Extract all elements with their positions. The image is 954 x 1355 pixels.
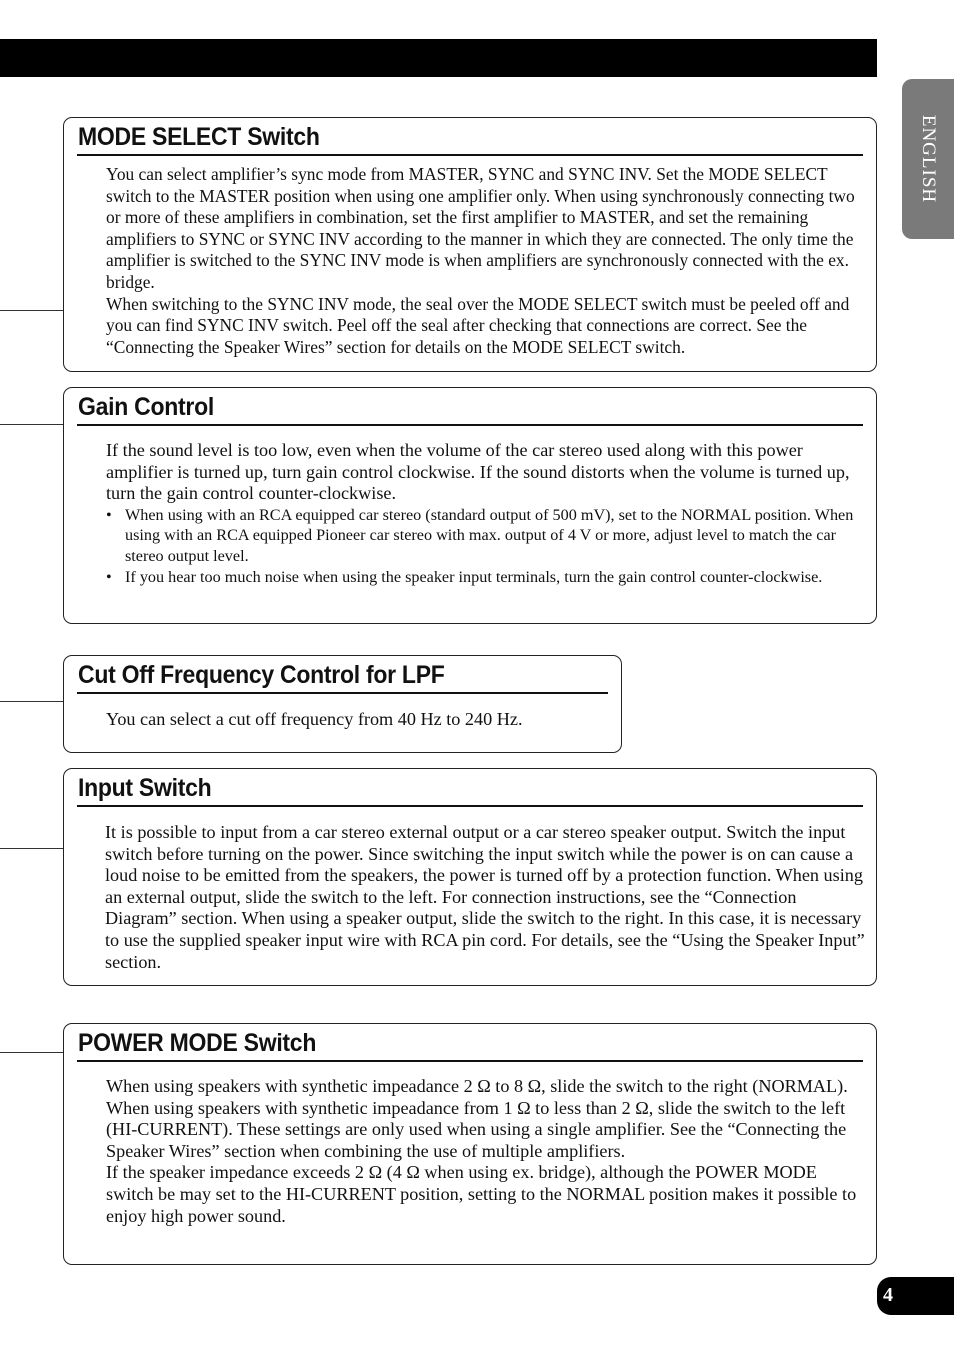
page-number-tab	[877, 1277, 954, 1315]
paragraph: When switching to the SYNC INV mode, the seal over the MODE SELECT switch must be peeled off and you can find SYNC INV switch. Peel off the seal after checking that connections are correct. See the “Connecting the Speaker Wires” section for details on the MODE SELECT switch.	[106, 293, 850, 357]
list-item: • If you hear too much noise when using the speaker input terminals, turn the gain control counter-clockwise.	[106, 567, 866, 588]
language-tab	[902, 79, 954, 239]
paragraph: It is possible to input from a car stereo external output or a car stereo speaker output. Switch the input switch before turning on the power. Since switching the input switch while the power is on can cause a loud noise to be emitted from the speakers, the power is turned off by a protection function. When using an external output, slide the switch to the left. For connection instructions, see the “Connection Diagram” section. When using a speaker output, slide the switch to the right. In this case, it is necessary to use the supplied speaker input wire with RCA pin cord. For details, see the “Using the Speaker Input” section.	[105, 822, 865, 972]
paragraph: When using speakers with synthetic impeadance 2 Ω to 8 Ω, slide the switch to the right (NORMAL). When using speakers with synthetic impeadance from 1 Ω to less than 2 Ω, slide the switch to the left (HI-CURRENT). These settings are only used when using a single amplifier. See the “Connecting the Speaker Wires” section when combining the use of multiple amplifiers.	[106, 1076, 848, 1161]
margin-line	[0, 848, 63, 849]
bullet-list	[106, 505, 866, 587]
section-mode-select	[63, 117, 877, 372]
section-input-switch	[63, 768, 877, 986]
paragraph: If the speaker impedance exceeds 2 Ω (4 Ω when using ex. bridge), although the POWER MODE switch be may set to the HI-CURRENT position, setting to the NORMAL position makes it possible to enjoy high power sound.	[106, 1162, 857, 1226]
paragraph: If the sound level is too low, even when the volume of the car stereo used along with this power amplifier is turned up, turn gain control clockwise. If the sound distorts when the volume is turned up, turn the gain control counter-clockwise.	[106, 440, 850, 504]
margin-line	[0, 424, 63, 425]
language-tab-label: ENGLISH	[918, 114, 939, 204]
paragraph: You can select a cut off frequency from 40 Hz to 240 Hz.	[106, 709, 523, 729]
title-rule	[77, 154, 863, 156]
section-body	[106, 164, 866, 358]
section-power-mode	[63, 1023, 877, 1265]
section-body	[106, 440, 866, 587]
section-title: POWER MODE Switch	[78, 1029, 317, 1057]
section-gain-control	[63, 387, 877, 624]
section-body	[105, 822, 866, 973]
section-body	[106, 1076, 866, 1227]
list-item: • When using with an RCA equipped car stereo (standard output of 500 mV), set to the NORMAL position. When using with an RCA equipped Pioneer car stereo with max. output of 4 V or more, adjust level to match the car stereo output level.	[106, 505, 866, 567]
section-body	[106, 709, 611, 731]
section-title: Input Switch	[78, 774, 212, 802]
title-rule	[77, 805, 863, 807]
section-cut-off	[63, 655, 622, 753]
page-number: 4	[883, 1284, 893, 1306]
margin-line	[0, 310, 63, 311]
title-rule	[77, 692, 608, 694]
title-rule	[77, 424, 863, 426]
margin-line	[0, 701, 63, 702]
section-title: MODE SELECT Switch	[78, 123, 320, 151]
paragraph: You can select amplifier’s sync mode from MASTER, SYNC and SYNC INV. Set the MODE SELECT switch to the MASTER position when using one amplifier only. When using synchronously connecting two or more of these amplifiers in combination, set the first amplifier to MASTER, and set the remaining amplifiers to SYNC or SYNC INV according to the manner in which they are connected. The only time the amplifier is switched to the SYNC INV mode is when amplifiers are synchronously connected with the ex. bridge.	[106, 164, 855, 292]
section-title: Cut Off Frequency Control for LPF	[78, 661, 445, 689]
header-bar	[0, 39, 877, 77]
title-rule	[77, 1060, 863, 1062]
section-title: Gain Control	[78, 393, 214, 421]
margin-line	[0, 1052, 63, 1053]
